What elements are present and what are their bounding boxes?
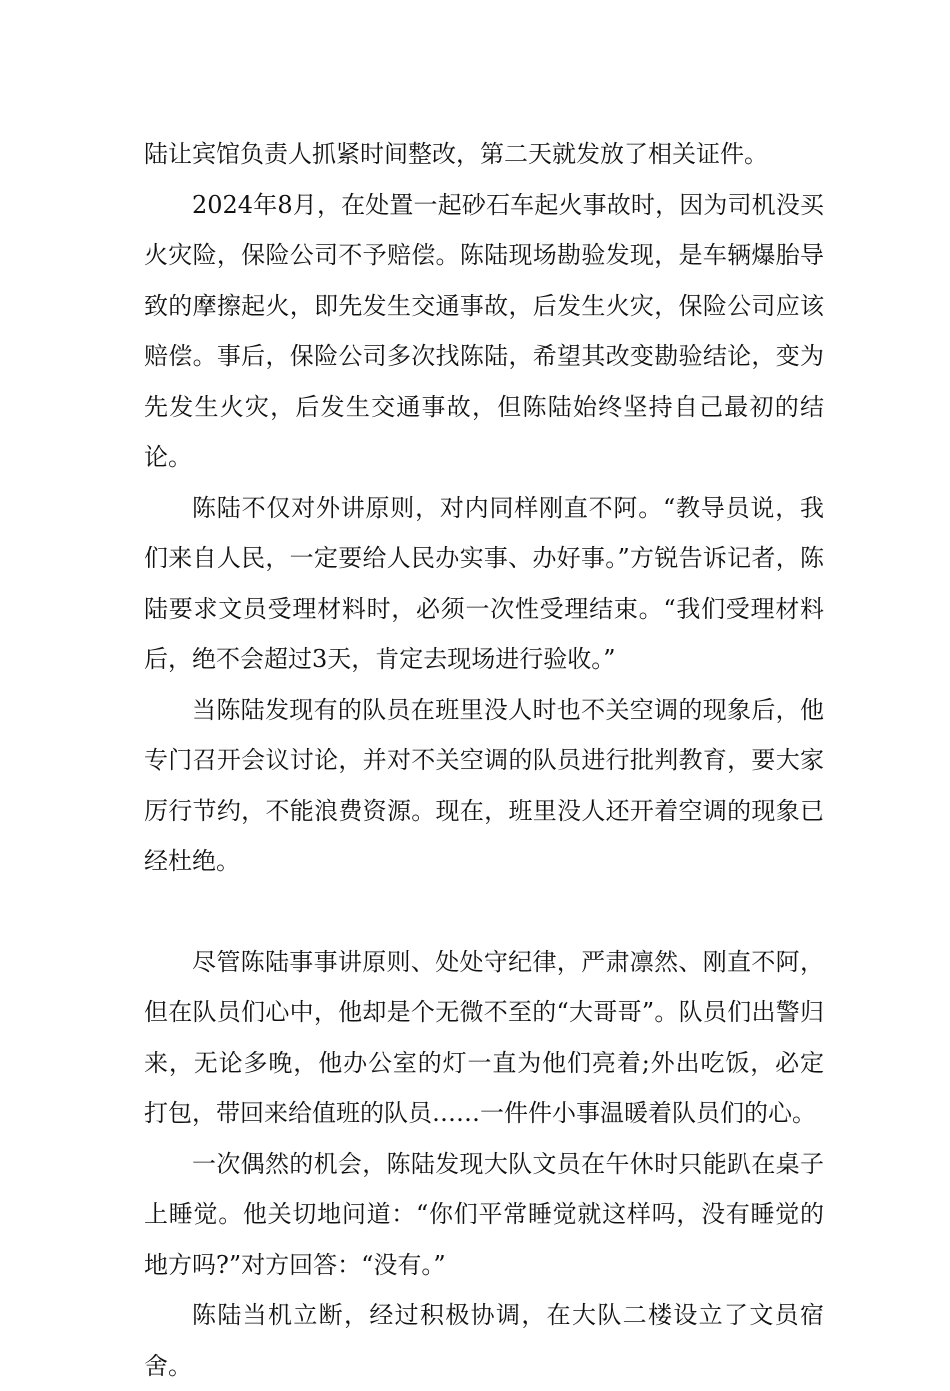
paragraph-air-conditioning: 当陈陆发现有的队员在班里没人时也不关空调的现象后，他专门召开会议讨论，并对不关空调的队员进行批判教育，要大家厉行节约，不能浪费资源。现在，班里没人还开着空调的现象已经杜绝。 <box>144 695 824 875</box>
paragraph-nap: 一次偶然的机会，陈陆发现大队文员在午休时只能趴在桌子上睡觉。他关切地问道：“你们平常睡觉就这样吗，没有睡觉的地方吗?”对方回答：“没有。” <box>144 1149 824 1279</box>
paragraph-dormitory: 陈陆当机立断，经过积极协调，在大队二楼设立了文员宿舍。 <box>144 1301 824 1380</box>
paragraph-principles: 陈陆不仅对外讲原则，对内同样刚直不阿。“教导员说，我们来自人民，一定要给人民办实事、办好事。”方锐告诉记者，陈陆要求文员受理材料时，必须一次性受理结束。“我们受理材料后，绝不会超过3天，肯定去现场进行验收。” <box>144 493 824 673</box>
paragraph-fire-accident: 2024年8月，在处置一起砂石车起火事故时，因为司机没买火灾险，保险公司不予赔偿。陈陆现场勘验发现，是车辆爆胎导致的摩擦起火，即先发生交通事故，后发生火灾，保险公司应该赔偿。事后，保险公司多次找陈陆，希望其改变勘验结论，变为先发生火灾，后发生交通事故，但陈陆始终坚持自己最初的结论。 <box>144 190 824 471</box>
paragraph-big-brother: 尽管陈陆事事讲原则、处处守纪律，严肃凛然、刚直不阿，但在队员们心中，他却是个无微不至的“大哥哥”。队员们出警归来，无论多晚，他办公室的灯一直为他们亮着;外出吃饭，必定打包，带回来给值班的队员……一件件小事温暖着队员们的心。 <box>144 947 824 1127</box>
document-body <box>144 129 824 1391</box>
paragraph-continuation: 陆让宾馆负责人抓紧时间整改，第二天就发放了相关证件。 <box>144 140 768 168</box>
